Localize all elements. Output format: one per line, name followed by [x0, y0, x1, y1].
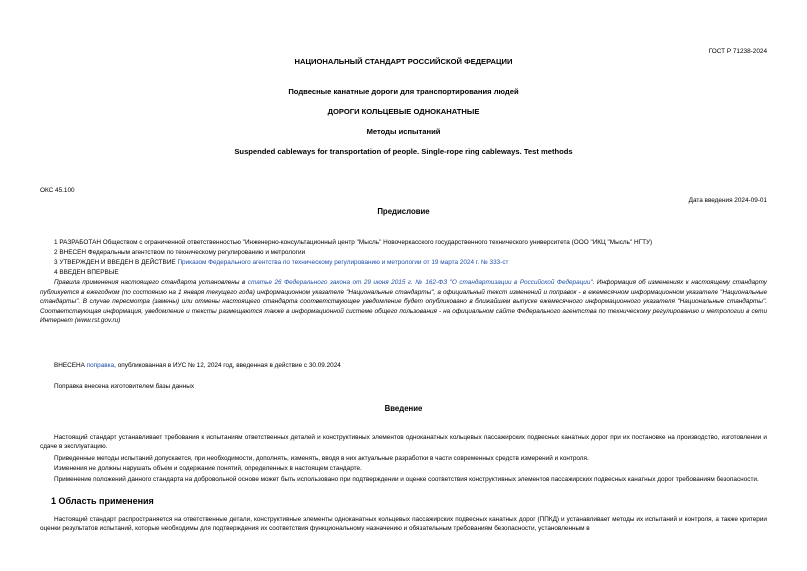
rules-text-start: Правила применения настоящего стандарта установлены в [54, 279, 248, 286]
foreword-item-4: 4 ВВЕДЕН ВПЕРВЫЕ [54, 269, 119, 276]
oks-code: ОКС 45.100 [40, 187, 75, 194]
english-title: Suspended cableways for transportation of people. Single-rope ring cableways. Test methods [234, 147, 573, 156]
introduction-paragraph-3: Изменения не должны нарушать объем и содержание понятий, определенных в настоящем стандарте. [54, 465, 362, 472]
document-number: ГОСТ Р 71238-2024 [708, 48, 767, 55]
introduction-date: Дата введения 2024-09-01 [688, 197, 767, 204]
section-1-heading: 1 Область применения [51, 496, 154, 506]
foreword-heading: Предисловие [377, 207, 430, 216]
foreword-item-1: 1 РАЗРАБОТАН Обществом с ограниченной ответственностью "Инженерно-консультационный центр "Мысль" Новочеркасского государственного технического университета (ООО "ИКЦ "Мысль" НГТУ) [54, 239, 653, 246]
rules-text-end: . Информация об изменениях к настоящему стандарту публикуется в ежегодном (по состоянию на 1 января текущего года) информационном указателе "Национальные стандарты", а официальный текст изменений и поправок - в ежемесячном информационном указателе "Национальные стандарты". В случае пересмотра (замены) или отмены настоящего стандарта соответствующее уведомление будет опубликовано в ближайшем выпуске ежемесячного информационного указателя "Национальные стандарты". Соответствующая информация, уведомление и тексты размещаются также в информационной системе общего пользования - на официальном сайте Федерального агентства по техническому регулированию и метрологии в сети Интернет (www.rst.gov.ru) [40, 279, 767, 325]
section-1-paragraph: Настоящий стандарт распространяется на ответственные детали, конструктивные элементы одноканатных кольцевых пассажирских подвесных канатных дорог (ППКД) и устанавливает методы их испытаний и контроля, а также критерии оценки результатов испытаний, которые необходимы для подтверждения их соответствия функциональному назначению и обязательным требованиям безопасности, установленным в [40, 516, 767, 532]
standard-status: НАЦИОНАЛЬНЫЙ СТАНДАРТ РОССИЙСКОЙ ФЕДЕРАЦИИ [294, 57, 513, 66]
amendment-prefix: ВНЕСЕНА [54, 362, 87, 369]
introduction-paragraph-2: Приведенные методы испытаний допускается, при необходимости, дополнять, изменять, вводя в них актуальные разработки в части современных средств измерений и контроля. [54, 455, 589, 462]
amendment-line [54, 361, 766, 370]
subtitle: Методы испытаний [366, 127, 441, 136]
foreword-item-2: 2 ВНЕСЕН Федеральным агентством по техническому регулированию и метрологии [54, 249, 306, 256]
introduction-paragraph-4: Применение положений данного стандарта на добровольной основе может быть использовано при подтверждении и оценке соответствия конструктивных элементов пассажирских подвесных канатных дорог требованиям безопасности. [54, 476, 759, 483]
amendment-link[interactable]: поправка [86, 362, 115, 369]
federal-law-link[interactable]: статье 26 Федерального закона от 29 июня 2015 г. № 162-ФЗ "О стандартизации в Российской Федерации" [247, 279, 593, 286]
main-title: ДОРОГИ КОЛЬЦЕВЫЕ ОДНОКАНАТНЫЕ [327, 107, 480, 116]
introduction-paragraph-1: Настоящий стандарт устанавливает требования к испытаниям ответственных деталей и конструктивных элементов одноканатных кольцевых пассажирских подвесных канатных дорог при их постановке на производство, изготовлении и сдаче в эксплуатацию. [40, 434, 767, 450]
group-title: Подвесные канатные дороги для транспортирования людей [288, 87, 519, 96]
amendment-note: Поправка внесена изготовителем базы данных [54, 383, 195, 390]
order-link[interactable]: Приказом Федерального агентства по техническому регулированию и метрологии от 19 марта 2024 г. № 333-ст [177, 259, 509, 266]
foreword-item-3-text: 3 УТВЕРЖДЕН И ВВЕДЕН В ДЕЙСТВИЕ [54, 259, 178, 266]
foreword-item-3 [54, 258, 766, 267]
amendment-suffix: , опубликованная в ИУС № 12, 2024 год, введенная в действие с 30.09.2024 [114, 362, 341, 369]
standard-rules-paragraph [40, 278, 767, 326]
introduction-heading: Введение [384, 404, 423, 413]
